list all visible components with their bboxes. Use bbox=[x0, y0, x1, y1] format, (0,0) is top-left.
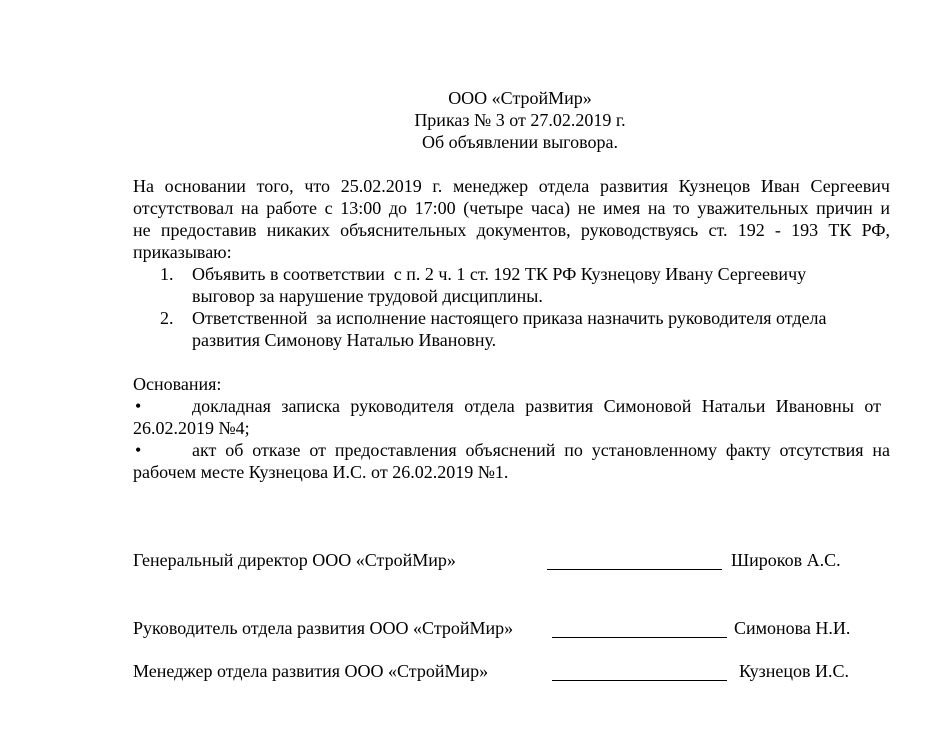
signature-position-director: Генеральный директор ООО «СтройМир» bbox=[133, 550, 456, 570]
order-item-1-line-2: выговор за нарушение трудовой дисциплины. bbox=[192, 286, 543, 306]
signature-name-manager: Кузнецов И.С. bbox=[739, 661, 850, 681]
order-item-number: 2. bbox=[160, 308, 174, 328]
signature-name-head: Симонова Н.И. bbox=[734, 618, 851, 638]
order-item-2-line-2: развития Симонову Наталью Ивановну. bbox=[192, 330, 497, 350]
ground-item-2-line-1: акт об отказе от предоставления объяснений по установленному факту отсутствия на bbox=[192, 440, 890, 460]
preamble-line-1: На основании того, что 25.02.2019 г. менеджер отдела развития Кузнецов Иван Сергеевич bbox=[133, 176, 890, 196]
order-number: Приказ № 3 от 27.02.2019 г. bbox=[414, 110, 626, 130]
ground-item-2-line-2: рабочем месте Кузнецова И.С. от 26.02.2019 №1. bbox=[133, 462, 509, 482]
signature-line bbox=[552, 637, 727, 638]
order-subject: Об объявлении выговора. bbox=[422, 132, 618, 152]
company-name: ООО «СтройМир» bbox=[448, 88, 592, 108]
ground-item-1-line-2: 26.02.2019 №4; bbox=[133, 418, 250, 438]
preamble-line-2: отсутствовал на работе с 13:00 до 17:00 (четыре часа) не имея на то уважительных причин и bbox=[133, 198, 890, 218]
signature-position-head: Руководитель отдела развития ООО «СтройМир» bbox=[133, 618, 514, 638]
preamble-line-3: не предоставив никаких объяснительных документов, руководствуясь ст. 192 - 193 ТК РФ, bbox=[133, 220, 890, 240]
preamble-line-4: приказываю: bbox=[133, 242, 232, 262]
order-item-2-line-1: Ответственной за исполнение настоящего приказа назначить руководителя отдела bbox=[192, 308, 827, 328]
grounds-title: Основания: bbox=[133, 374, 222, 394]
bullet-icon: • bbox=[135, 440, 142, 460]
bullet-icon: • bbox=[135, 396, 142, 416]
ground-item-1-line-1: докладная записка руководителя отдела развития Симоновой Натальи Ивановны от bbox=[192, 396, 881, 416]
signature-name-director: Широков А.С. bbox=[731, 550, 841, 570]
order-item-1-line-1: Объявить в соответствии с п. 2 ч. 1 ст. 192 ТК РФ Кузнецову Ивану Сергеевичу bbox=[192, 264, 807, 284]
signature-line bbox=[547, 569, 722, 570]
signature-position-manager: Менеджер отдела развития ООО «СтройМир» bbox=[133, 661, 489, 681]
order-item-number: 1. bbox=[160, 264, 174, 284]
signature-line bbox=[552, 680, 727, 681]
